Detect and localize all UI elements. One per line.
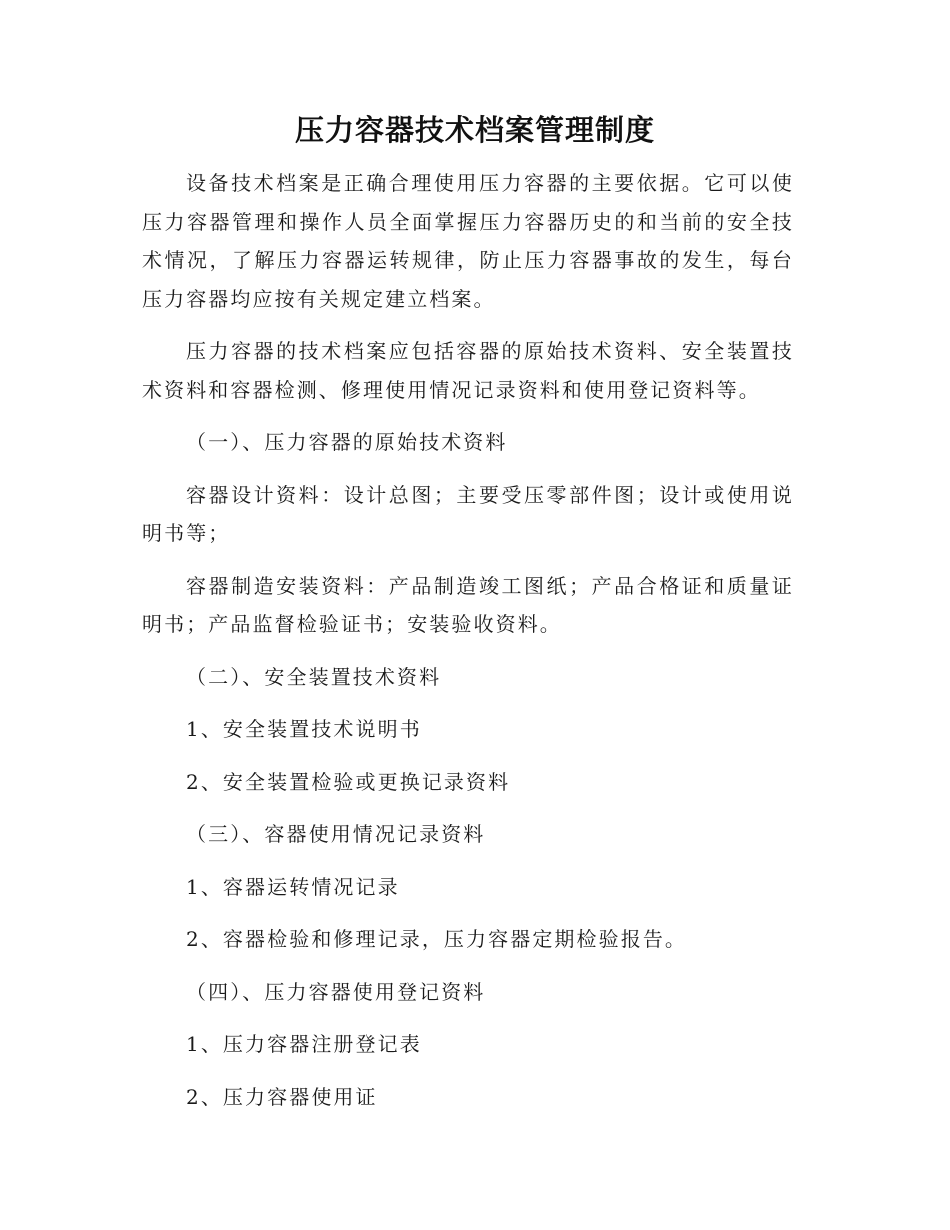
list-item: 1、容器运转情况记录 <box>186 874 400 899</box>
list-item: 2、压力容器使用证 <box>186 1084 378 1109</box>
section-heading-1: （一）、压力容器的原始技术资料 <box>186 430 508 454</box>
section-heading-4: （四）、压力容器使用登记资料 <box>186 979 486 1004</box>
section-heading-2: （二）、安全装置技术资料 <box>186 664 442 689</box>
list-item: 2、容器检验和修理记录，压力容器定期检验报告。 <box>186 927 688 951</box>
list-item: 1、压力容器注册登记表 <box>186 1032 422 1056</box>
manufacture-docs-paragraph: 容器制造安装资料：产品制造竣工图纸；产品合格证和质量证明书；产品监督检验证书；安装验收资料。 <box>142 573 794 636</box>
section-heading-3: （三）、容器使用情况记录资料 <box>186 822 486 846</box>
design-docs-paragraph: 容器设计资料：设计总图；主要受压零部件图；设计或使用说明书等； <box>142 482 794 545</box>
list-item: 1、安全装置技术说明书 <box>186 717 422 741</box>
document-body <box>142 164 794 1116</box>
list-item: 2、安全装置检验或更换记录资料 <box>186 769 511 794</box>
page-title: 压力容器技术档案管理制度 <box>294 113 655 147</box>
scope-paragraph: 压力容器的技术档案应包括容器的原始技术资料、安全装置技术资料和容器检测、修理使用情况记录资料和使用登记资料等。 <box>142 339 794 402</box>
intro-paragraph: 设备技术档案是正确合理使用压力容器的主要依据。它可以使压力容器管理和操作人员全面掌握压力容器历史的和当前的安全技术情况，了解压力容器运转规律，防止压力容器事故的发生，每台压力容器均应按有关规定建立档案。 <box>142 171 794 311</box>
